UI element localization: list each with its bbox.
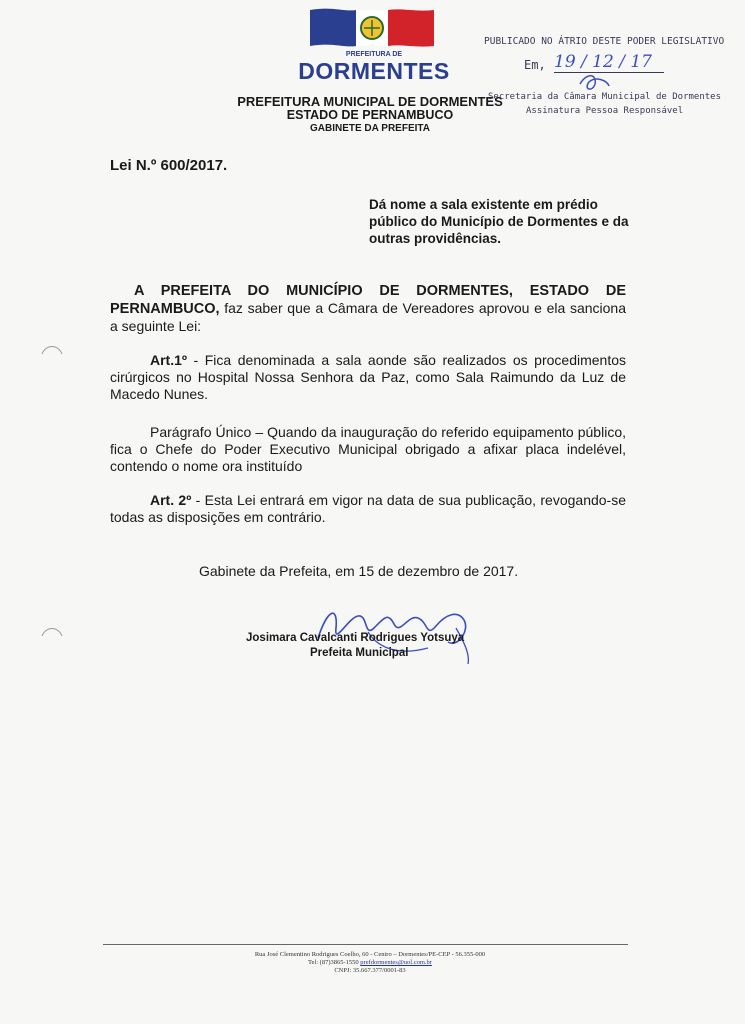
stamp-em-label: Em, <box>524 58 546 72</box>
footer-address: Rua José Clementino Rodrigues Coelho, 60 - Centro – Dormentes/PE-CEP - 56.355-000 <box>254 951 486 958</box>
sole-paragraph <box>110 424 626 475</box>
law-summary: Dá nome a sala existente em prédio público do Município de Dormentes e da outras providências. <box>369 197 629 246</box>
stamp-initials-icon <box>575 70 615 96</box>
article-1-label: Art.1º <box>150 352 188 368</box>
footer-email-link[interactable]: prefdormentes@uol.com.br <box>360 959 432 966</box>
footer-contact <box>160 959 580 966</box>
flag-emblem-icon <box>292 6 456 56</box>
article-2-label: Art. 2º <box>150 492 192 508</box>
punch-hole-mark <box>40 624 64 638</box>
preamble-text: faz saber que a Câmara de Vereadores aprovou e ela sanciona a seguinte Lei: <box>110 300 626 334</box>
logo-caption: PREFEITURA DE <box>345 51 403 58</box>
punch-hole-mark <box>40 342 64 356</box>
article-2-text: - Esta Lei entrará em vigor na data de sua publicação, revogando-se todas as disposições em contrário. <box>110 492 626 525</box>
article-2 <box>110 492 626 526</box>
law-number: Lei N.º 600/2017. <box>110 157 228 174</box>
stamp-signature-label: Assinatura Pessoa Responsável <box>526 106 684 116</box>
footer-phone: Tel: (87)3865-1550 <box>308 959 361 966</box>
stamp-secretary: Secretaria da Câmara Municipal de Dormentes <box>488 92 721 102</box>
preamble-bold: A PREFEITA DO MUNICÍPIO DE DORMENTES, ESTADO DE PERNAMBUCO, <box>110 283 626 317</box>
signer-name: Josimara Cavalcanti Rodrigues Yotsuya <box>246 632 465 644</box>
header-state: ESTADO DE PERNAMBUCO <box>286 108 454 122</box>
header-office: GABINETE DA PREFEITA <box>309 123 430 134</box>
logo-wordmark: DORMENTES <box>298 58 450 84</box>
footer-divider <box>103 944 628 945</box>
header-municipality: PREFEITURA MUNICIPAL DE DORMENTES <box>237 94 503 109</box>
footer-cnpj: CNPJ: 35.667.377/0001-83 <box>334 967 406 974</box>
stamp-published: PUBLICADO NO ÁTRIO DESTE PODER LEGISLATIVO <box>484 36 725 47</box>
article-1 <box>110 352 626 403</box>
signer-title: Prefeita Municipal <box>310 647 409 659</box>
article-1-text: - Fica denominada a sala aonde são realizados os procedimentos cirúrgicos no Hospital Nossa Senhora da Paz, como Sala Raimundo da Luz de Macedo Nunes. <box>110 352 626 402</box>
preamble-paragraph <box>110 282 626 335</box>
place-date: Gabinete da Prefeita, em 15 de dezembro de 2017. <box>199 563 519 579</box>
stamp-date-handwritten: 19 / 12 / 17 <box>554 52 664 73</box>
municipality-logo <box>292 6 456 86</box>
sole-paragraph-text: Parágrafo Único – Quando da inauguração do referido equipamento público, fica o Chefe do Poder Executivo Municipal obrigado a afixar placa indelével, contendo o nome ora instituído <box>110 424 626 474</box>
